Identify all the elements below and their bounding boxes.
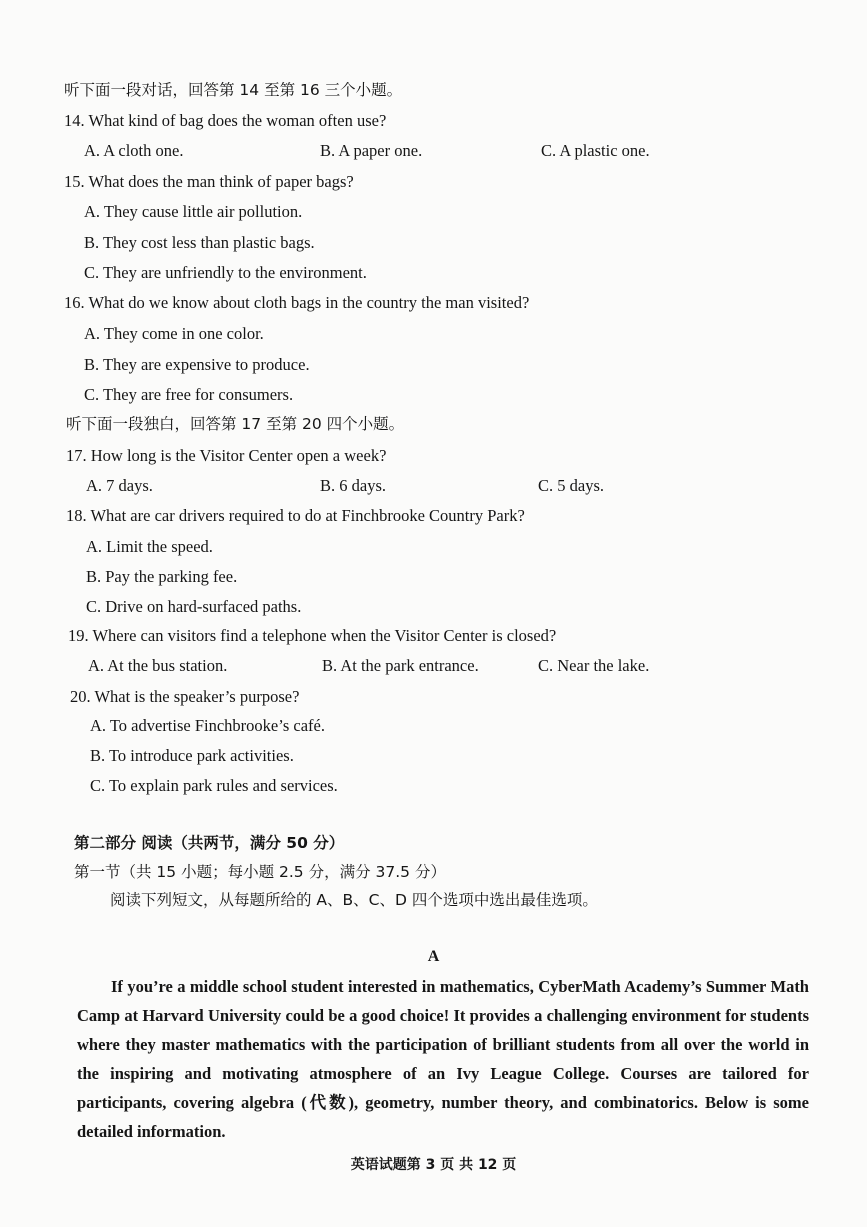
question-16-stem: 16. What do we know about cloth bags in the country the man visited? — [64, 293, 530, 312]
question-17-option-b: B. 6 days. — [320, 476, 386, 495]
question-14-option-c: C. A plastic one. — [541, 141, 650, 160]
page-footer: 英语试题第 3 页 共 12 页 — [350, 1157, 517, 1173]
question-18-stem: 18. What are car drivers required to do at Finchbrooke Country Park? — [66, 506, 525, 525]
reading-instruction: 阅读下列短文，从每题所给的 A、B、C、D 四个选项中选出最佳选项。 — [110, 891, 598, 909]
question-20-stem: 20. What is the speaker’s purpose? — [70, 687, 300, 706]
listening-intro-14-16: 听下面一段对话，回答第 14 至第 16 三个小题。 — [64, 81, 403, 99]
question-17-stem: 17. How long is the Visitor Center open a week? — [66, 446, 387, 465]
question-15-option-c: C. They are unfriendly to the environment. — [84, 263, 367, 282]
question-17-option-c: C. 5 days. — [538, 476, 604, 495]
question-15-stem: 15. What does the man think of paper bags? — [64, 172, 354, 191]
question-18-option-b: B. Pay the parking fee. — [86, 567, 238, 586]
question-15-option-b: B. They cost less than plastic bags. — [84, 233, 315, 252]
question-19-option-b: B. At the park entrance. — [322, 656, 479, 675]
question-20-option-a: A. To advertise Finchbrooke’s café. — [90, 716, 325, 735]
section-one-heading: 第一节（共 15 小题；每小题 2.5 分，满分 37.5 分） — [74, 863, 446, 881]
question-18-option-a: A. Limit the speed. — [86, 537, 213, 556]
question-20-option-c: C. To explain park rules and services. — [90, 776, 338, 795]
question-15-option-a: A. They cause little air pollution. — [84, 202, 303, 221]
question-17-option-a: A. 7 days. — [86, 476, 153, 495]
question-14-option-b: B. A paper one. — [320, 141, 423, 160]
question-14-option-a: A. A cloth one. — [84, 141, 184, 160]
part-two-heading: 第二部分 阅读（共两节，满分 50 分） — [74, 834, 345, 852]
question-16-option-b: B. They are expensive to produce. — [84, 355, 310, 374]
question-20-option-b: B. To introduce park activities. — [90, 746, 294, 765]
question-19-stem: 19. Where can visitors find a telephone when the Visitor Center is closed? — [68, 626, 557, 645]
question-16-option-c: C. They are free for consumers. — [84, 385, 294, 404]
question-14-stem: 14. What kind of bag does the woman often use? — [64, 111, 387, 130]
passage-label: A — [427, 948, 440, 965]
question-16-option-a: A. They come in one color. — [84, 324, 264, 343]
listening-intro-17-20: 听下面一段独白，回答第 17 至第 20 四个小题。 — [66, 415, 405, 433]
question-19-option-a: A. At the bus station. — [88, 656, 228, 675]
question-18-option-c: C. Drive on hard-surfaced paths. — [86, 597, 302, 616]
passage-a-text: If you’re a middle school student interested in mathematics, CyberMath Academy’s Summer Math Camp at Harvard University could be a good choice! It provides a challenging environment for students where they master mathematics with the participation of brilliant students from all over the world in the inspiring and motivating atmosphere of an Ivy League College. Courses are tailored for participants, covering algebra (代数), geometry, number theory, and combinatorics. Below is some detailed information. — [77, 977, 809, 1141]
question-19-option-c: C. Near the lake. — [538, 656, 650, 675]
